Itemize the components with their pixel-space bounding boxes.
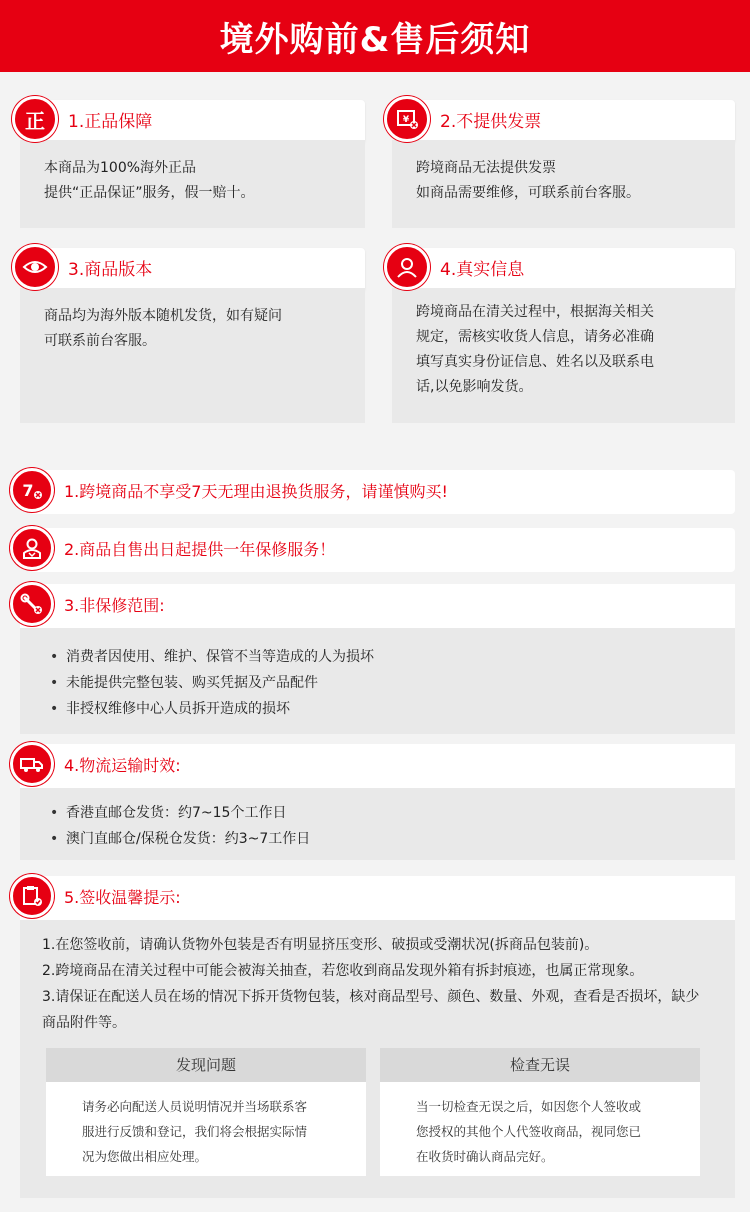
panel-line: 当一切检查无误之后，如因您个人签收或: [416, 1099, 642, 1114]
section-title: 5.签收温馨提示:: [64, 888, 181, 907]
card-header: [20, 248, 365, 292]
notice-one-year-warranty: [10, 528, 735, 572]
card-body: [20, 288, 365, 423]
tip-line: 1.在您签收前，请确认货物外包装是否有明显挤压变形、破损或受潮状况(拆商品包装前)。: [42, 937, 599, 953]
section-warranty-exclusions: [20, 584, 735, 734]
panel-check-ok: [380, 1048, 700, 1176]
card-body: [392, 140, 735, 228]
list-item: • 澳门直邮仓/保税仓发货：约3~7工作日: [50, 826, 705, 852]
card-title: 3.商品版本: [68, 260, 153, 280]
panel-line: 在收货时确认商品完好。: [416, 1149, 554, 1164]
card-title: 4.真实信息: [440, 260, 525, 280]
card-header: [20, 100, 365, 144]
tip-line: 3.请保证在配送人员在场的情况下拆开货物包装，核对商品型号、颜色、数量、外观，查看是否损坏，缺少商品附件等。: [42, 989, 700, 1031]
card-line: 跨境商品在清关过程中，根据海关相关: [416, 304, 654, 320]
panel-title: 检查无误: [380, 1048, 700, 1082]
card-product-version: [20, 248, 365, 423]
section-body: [20, 920, 735, 1198]
section-header: [20, 744, 735, 788]
panel-text: [380, 1082, 700, 1169]
svg-text:¥: ¥: [402, 115, 410, 125]
section-body: [20, 628, 735, 734]
invoice-icon: [384, 96, 430, 142]
panel-line: 服进行反馈和登记，我们将会根据实际情: [82, 1124, 308, 1139]
clipboard-check-icon: [10, 874, 54, 918]
panel-line: 请务必向配送人员说明情况并当场联系客: [82, 1099, 308, 1114]
section-body: [20, 788, 735, 860]
card-line: 可联系前台客服。: [44, 333, 156, 349]
panel-problem-found: [46, 1048, 366, 1176]
notice-text: 2.商品自售出日起提供一年保修服务！: [64, 540, 336, 559]
card-title: 1.正品保障: [68, 112, 153, 132]
section-logistics: [20, 744, 735, 860]
user-icon: [384, 244, 430, 290]
card-line: 话,以免影响发货。: [416, 379, 533, 395]
section-title: 3.非保修范围:: [64, 596, 165, 615]
card-real-info: [392, 248, 735, 423]
section-title: 4.物流运输时效:: [64, 756, 181, 775]
card-line: 填写真实身份证信息、姓名以及联系电: [416, 354, 654, 370]
card-header: [392, 248, 735, 292]
list-item: • 未能提供完整包装、购买凭据及产品配件: [50, 670, 705, 696]
section-header: [20, 876, 735, 920]
notice-no-7day-return: [10, 470, 735, 514]
section-receipt-tips: [20, 876, 735, 1198]
bullet-list: [20, 628, 735, 732]
tips-text: [20, 920, 735, 1036]
card-line: 跨境商品无法提供发票: [416, 160, 556, 176]
card-line: 规定，需核实收货人信息，请务必准确: [416, 329, 654, 345]
notice-text: 1.跨境商品不享受7天无理由退换货服务，请谨慎购买!: [64, 482, 448, 501]
panel-text: [46, 1082, 366, 1169]
seven-day-icon: [10, 468, 54, 512]
svg-text:7: 7: [22, 481, 34, 500]
panel-line: 况为您做出相应处理。: [82, 1149, 208, 1164]
card-no-invoice: [392, 100, 735, 228]
tip-line: 2.跨境商品在清关过程中可能会被海关抽查，若您收到商品发现外箱有拆封痕迹，也属正常现象。: [42, 963, 644, 979]
repair-person-icon: [10, 526, 54, 570]
panel-title: 发现问题: [46, 1048, 366, 1082]
card-title: 2.不提供发票: [440, 112, 542, 132]
list-item: • 非授权维修中心人员拆开造成的损坏: [50, 696, 705, 722]
list-item: • 消费者因使用、维护、保管不当等造成的人为损坏: [50, 644, 705, 670]
card-body: [20, 140, 365, 228]
bullet-list: [20, 788, 735, 862]
card-line: 如商品需要维修，可联系前台客服。: [416, 185, 640, 201]
list-item: • 香港直邮仓发货：约7~15个工作日: [50, 800, 705, 826]
card-line: 本商品为100%海外正品: [44, 160, 197, 176]
truck-icon: [10, 742, 54, 786]
card-header: [392, 100, 735, 144]
card-body: [392, 288, 735, 423]
page-title: 境外购前&售后须知: [219, 19, 531, 60]
header-banner: [0, 0, 750, 72]
card-line: 商品均为海外版本随机发货，如有疑问: [44, 308, 282, 324]
card-genuine-guarantee: [20, 100, 365, 228]
section-header: [20, 584, 735, 628]
wrench-icon: [10, 582, 54, 626]
genuine-icon: 正: [12, 96, 58, 142]
card-line: 提供“正品保证”服务，假一赔十。: [44, 185, 255, 201]
eye-icon: [12, 244, 58, 290]
panel-line: 您授权的其他个人代签收商品，视同您已: [416, 1124, 642, 1139]
